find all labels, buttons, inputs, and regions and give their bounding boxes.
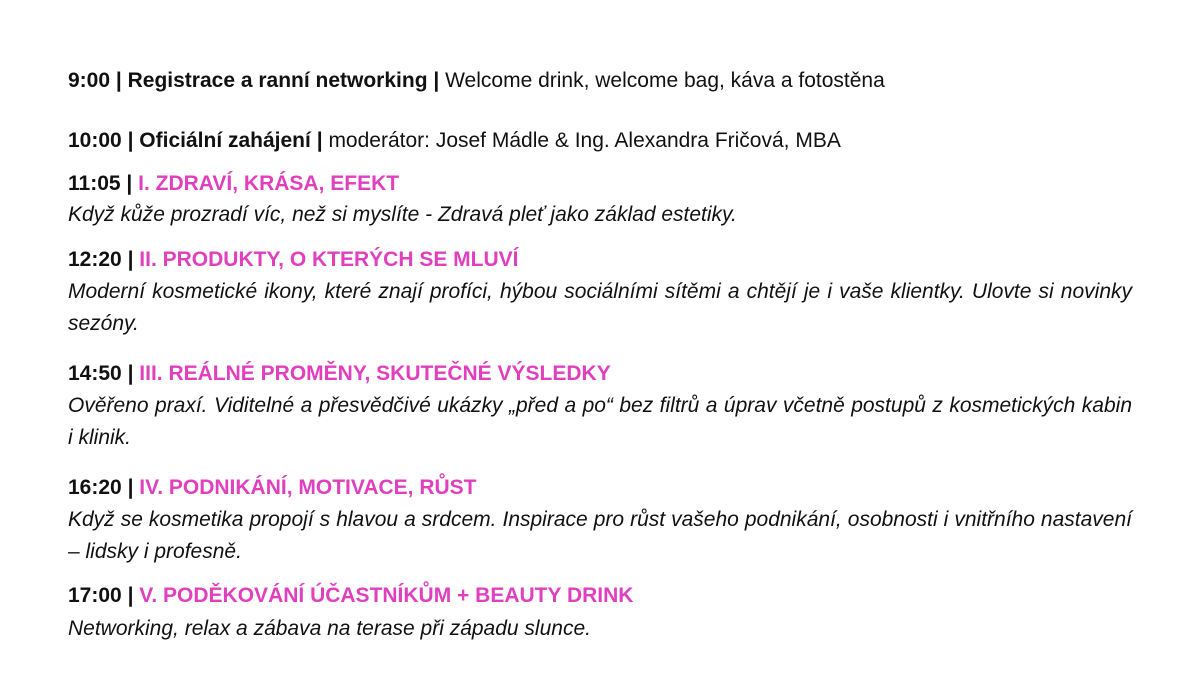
agenda-inline-description: Welcome drink, welcome bag, káva a fotostěna (445, 69, 885, 92)
separator: | (126, 172, 133, 195)
separator: | (433, 69, 440, 92)
agenda-item-section-1 (68, 169, 1132, 199)
agenda-title: V. PODĚKOVÁNÍ ÚČASTNÍKŮM + BEAUTY DRINK (139, 584, 634, 607)
separator: | (127, 129, 134, 152)
agenda-description: Networking, relax a zábava na terase při západu slunce. (68, 617, 591, 640)
agenda-description: Ověřeno praxí. Viditelné a přesvědčivé ukázky „před a po“ bez filtrů a úprav včetně postupů z kosmetických kabin i klinik. (68, 394, 1132, 449)
agenda-item-section-4 (68, 473, 1132, 503)
agenda-time: 9:00 (68, 69, 116, 92)
agenda-title: Oficiální zahájení (139, 129, 311, 152)
agenda-time: 10:00 (68, 129, 122, 152)
separator: | (127, 584, 134, 607)
agenda-time: 17:00 (68, 584, 122, 607)
agenda-inline-description: moderátor: Josef Mádle & Ing. Alexandra Fričová, MBA (328, 129, 841, 152)
separator: | (316, 129, 323, 152)
separator: | (127, 362, 134, 385)
agenda-time: 16:20 (68, 476, 122, 499)
separator: | (115, 69, 122, 92)
agenda-item-registration (68, 66, 1132, 96)
agenda-title: IV. PODNIKÁNÍ, MOTIVACE, RŮST (139, 476, 477, 499)
agenda-item-opening (68, 126, 1132, 156)
separator: | (127, 476, 134, 499)
agenda-description: Když kůže prozradí víc, než si myslíte - Zdravá pleť jako základ estetiky. (68, 203, 737, 226)
agenda-description: Když se kosmetika propojí s hlavou a srdcem. Inspirace pro růst vašeho podnikání, osobnosti i vnitřního nastavení – lidsky i profesně. (68, 508, 1132, 563)
agenda-time: 14:50 (68, 362, 122, 385)
agenda-item-section-3 (68, 359, 1132, 389)
agenda-description: Moderní kosmetické ikony, které znají profíci, hýbou sociálními sítěmi a chtějí je i vaše klientky. Ulovte si novinky sezóny. (68, 280, 1132, 335)
agenda-item-section-2 (68, 245, 1132, 275)
agenda-time: 12:20 (68, 248, 122, 271)
agenda-title: Registrace a ranní networking (127, 69, 428, 92)
separator: | (127, 248, 134, 271)
agenda-item-section-5 (68, 581, 1132, 611)
agenda-time: 11:05 (68, 172, 121, 195)
agenda-title: I. ZDRAVÍ, KRÁSA, EFEKT (138, 172, 400, 195)
agenda-title: II. PRODUKTY, O KTERÝCH SE MLUVÍ (139, 248, 519, 271)
agenda-title: III. REÁLNÉ PROMĚNY, SKUTEČNÉ VÝSLEDKY (139, 362, 611, 385)
agenda-list (68, 0, 1132, 675)
